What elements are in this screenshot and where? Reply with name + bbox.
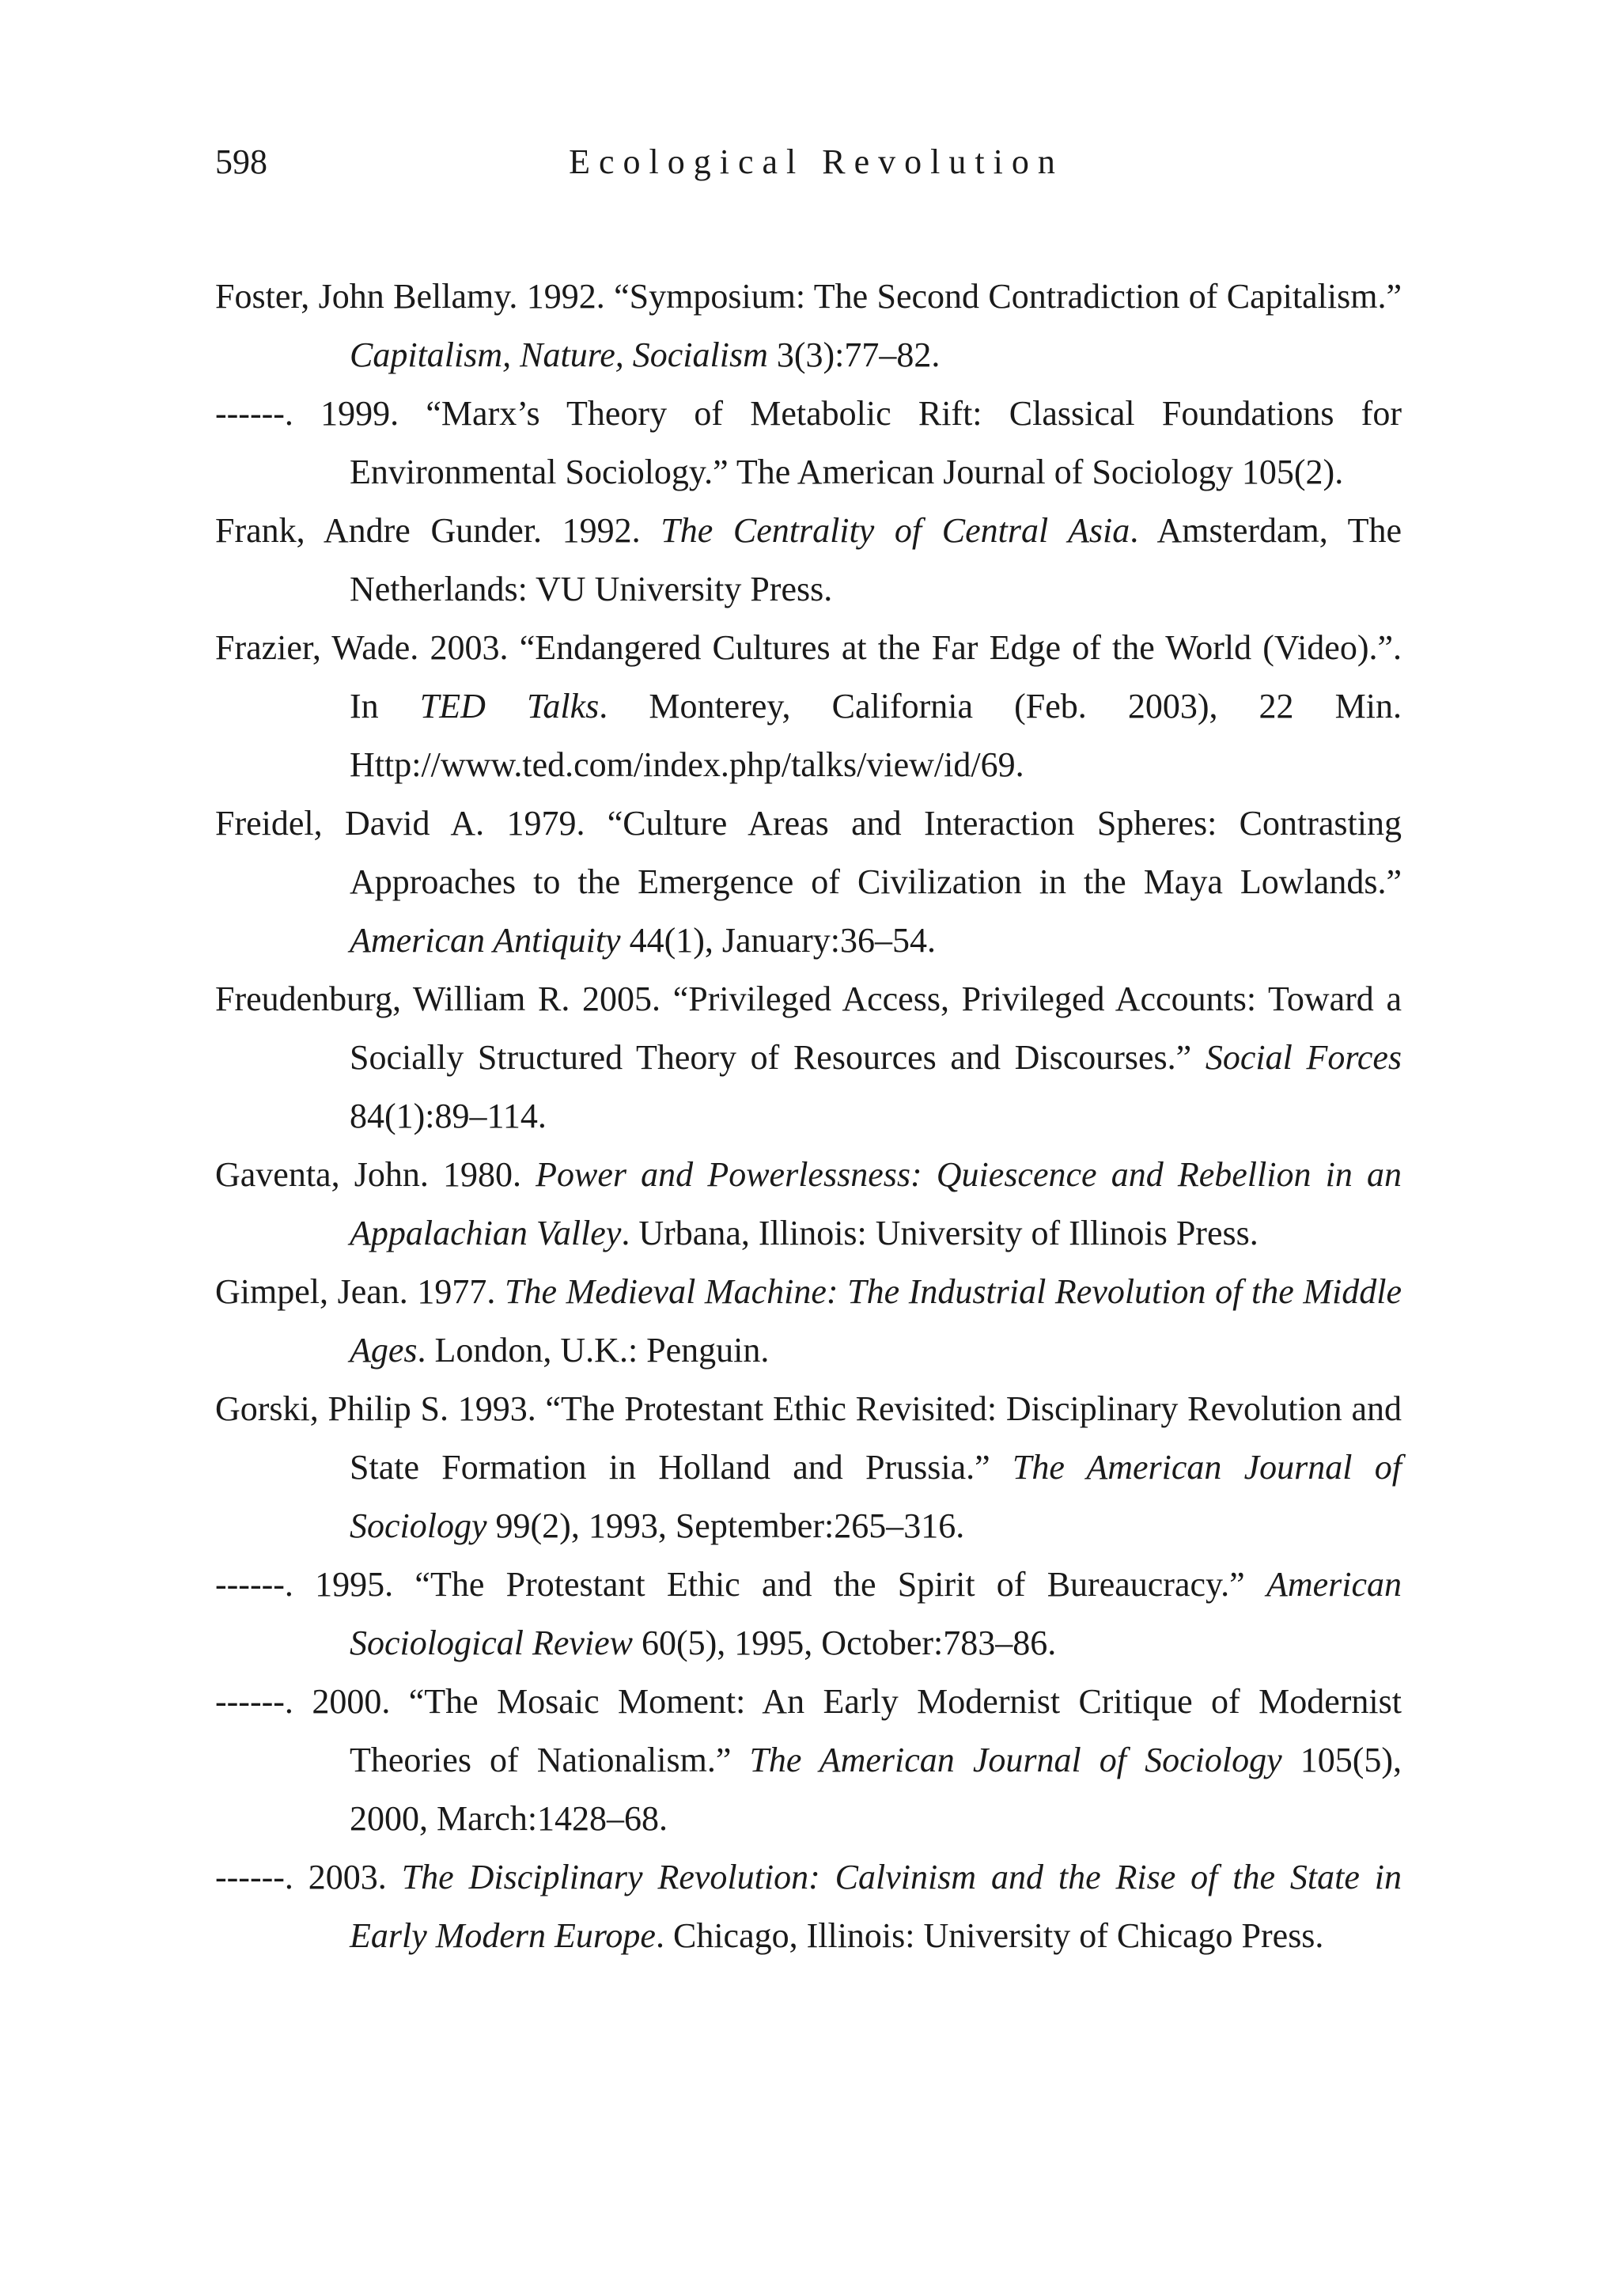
reference-italic-title: The American Journal of Sociology <box>749 1741 1282 1779</box>
reference-text-tail: 44(1), January:36–54. <box>620 921 936 960</box>
reference-text-tail: . Amsterdam, The Netherlands: VU University Press. <box>350 511 1402 608</box>
reference-text-tail: 3(3):77–82. <box>767 335 941 374</box>
reference-entry <box>215 1555 1402 1673</box>
reference-entry <box>215 267 1402 385</box>
reference-text-tail: 84(1):89–114. <box>350 1097 547 1135</box>
reference-italic-title: American Sociological Review <box>350 1565 1402 1662</box>
reference-italic-title: Power and Powerlessness: Quiescence and Rebellion in an Appalachian Valley <box>350 1155 1402 1252</box>
page-number: 598 <box>215 142 267 181</box>
reference-italic-title: The American Journal of Sociology <box>350 1448 1402 1545</box>
reference-entry <box>215 794 1402 970</box>
reference-entry <box>215 1848 1402 1965</box>
reference-italic-title: The Disciplinary Revolution: Calvinism and the Rise of the State in Early Modern Europe <box>350 1858 1402 1955</box>
reference-text: Gimpel, Jean. 1977. <box>215 1272 505 1311</box>
reference-text: Foster, John Bellamy. 1992. “Symposium: The Second Contradiction of Capitalism.” <box>215 277 1402 316</box>
reference-text: Frazier, Wade. 2003. “Endangered Cultures at the Far Edge of the World (Video).”. In <box>215 628 1402 726</box>
reference-text-tail: . London, U.K.: Penguin. <box>417 1331 770 1370</box>
reference-text-tail: . Chicago, Illinois: University of Chicago Press. <box>655 1916 1324 1955</box>
reference-text: ------. 2000. “The Mosaic Moment: An Early Modernist Critique of Modernist Theories of Nationalism.” <box>215 1682 1402 1779</box>
reference-italic-title: TED Talks <box>419 687 600 726</box>
reference-text: Gorski, Philip S. 1993. “The Protestant Ethic Revisited: Disciplinary Revolution and State Formation in Holland and Prussia.” <box>215 1389 1402 1487</box>
reference-entry <box>215 502 1402 619</box>
running-head <box>215 135 1402 190</box>
reference-text: ------. 1995. “The Protestant Ethic and the Spirit of Bureaucracy.” <box>215 1565 1266 1604</box>
running-title: Ecological Revolution <box>569 142 1064 181</box>
reference-entry <box>215 385 1402 502</box>
reference-entry <box>215 970 1402 1146</box>
reference-text: Freudenburg, William R. 2005. “Privileged Access, Privileged Accounts: Toward a Socially Structured Theory of Resources and Discourses.” <box>215 979 1402 1077</box>
reference-text: ------. 2003. <box>215 1858 402 1896</box>
reference-text-tail: 99(2), 1993, September:265–316. <box>486 1506 965 1545</box>
reference-text: ------. 1999. “Marx’s Theory of Metabolic Rift: Classical Foundations for Environmental Sociology.” The American Journal of Sociology 105(2). <box>215 394 1402 491</box>
reference-list <box>215 267 1402 1965</box>
reference-italic-title: Social Forces <box>1205 1038 1402 1077</box>
reference-italic-title: The Centrality of Central Asia <box>660 511 1130 550</box>
reference-italic-title: The Medieval Machine: The Industrial Revolution of the Middle Ages <box>350 1272 1402 1370</box>
reference-italic-title: Capitalism, Nature, Socialism <box>350 335 768 374</box>
reference-text-tail: 105(5), 2000, March:1428–68. <box>350 1741 1402 1838</box>
reference-text-tail: 60(5), 1995, October:783–86. <box>633 1623 1057 1662</box>
reference-text: Gaventa, John. 1980. <box>215 1155 536 1194</box>
reference-entry <box>215 1263 1402 1380</box>
reference-text-tail: . Urbana, Illinois: University of Illinois Press. <box>621 1214 1259 1252</box>
reference-text: Frank, Andre Gunder. 1992. <box>215 511 661 550</box>
reference-entry <box>215 1146 1402 1263</box>
reference-entry <box>215 1673 1402 1848</box>
reference-entry <box>215 1380 1402 1555</box>
reference-italic-title: American Antiquity <box>350 921 621 960</box>
reference-text-tail: . Monterey, California (Feb. 2003), 22 Min. Http://www.ted.com/index.php/talks/view/id/69. <box>350 687 1402 784</box>
reference-entry <box>215 619 1402 794</box>
reference-text: Freidel, David A. 1979. “Culture Areas and Interaction Spheres: Contrasting Approaches to the Emergence of Civilization in the Maya Lowlands.” <box>215 804 1402 901</box>
